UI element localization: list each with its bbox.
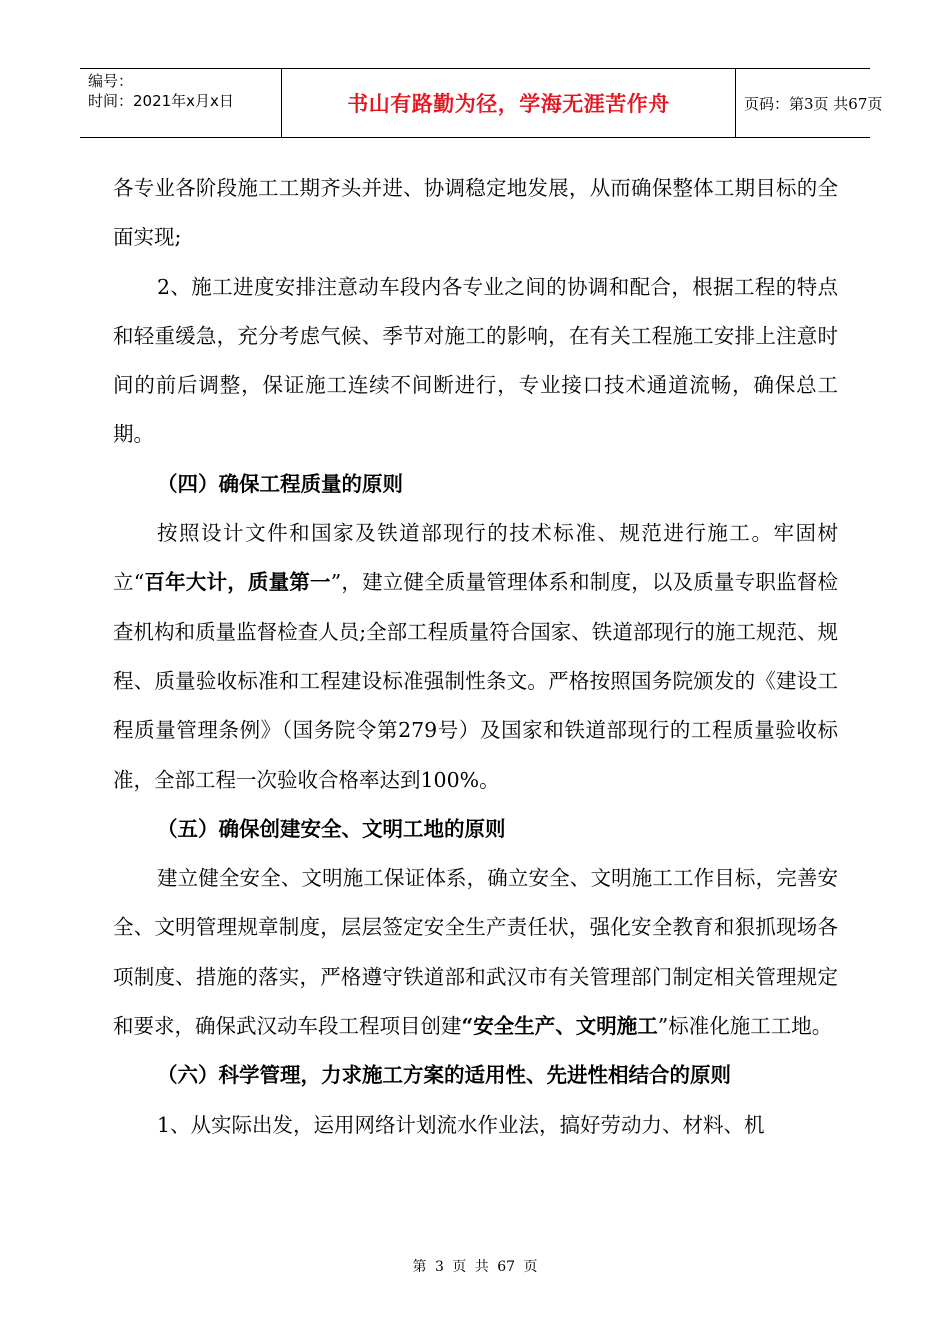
section-heading-safety: （五）确保创建安全、文明工地的原则 [157,816,506,841]
quote-open: “ [133,570,145,595]
quote-close: ” [330,570,342,595]
quote-close: ” [657,1014,669,1039]
paragraph-quality-part-a: 按照设计文件和国家及铁道部现行的技术标准、规范进行施工。牢固树立 [113,521,838,595]
header-page-info: 页码：第3页 共67页 [744,94,883,113]
paragraph-continued: 各专业各阶段施工工期齐头并进、协调稳定地发展，从而确保整体工期目标的全面实现; [113,176,838,250]
paragraph-schedule: 2、施工进度安排注意动车段内各专业之间的协调和配合，根据工程的特点和轻重缓急，充分考虑气候、季节对施工的影响，在有关工程施工安排上注意时间的前后调整，保证施工连续不间断进行，专业接口技术通道流畅，确保总工期。 [113,274,838,447]
page-header [80,68,883,138]
header-motto: 书山有路勤为径，学海无涯苦作舟 [282,69,736,137]
document-time-label: 时间：2021年x月x日 [88,92,234,110]
emphasis-quality-slogan: 百年大计，质量第一 [144,570,331,595]
header-meta [80,69,282,137]
paragraph-management: 1、从实际出发，运用网络计划流水作业法，搞好劳动力、材料、机 [157,1112,765,1137]
paragraph-safety [113,854,838,1051]
paragraph-safety-part-a: 建立健全安全、文明施工保证体系，确立安全、文明施工工作目标，完善安全、文明管理规章制度，层层签定安全生产责任状，强化安全教育和狠抓现场各项制度、措施的落实，严格遵守铁道部和武汉市有关管理部门制定相关管理规定和要求，确保武汉动车段工程项目创建 [113,866,838,1039]
paragraph-quality [113,509,838,805]
page-footer: 第 3 页 共 67 页 [412,1259,538,1275]
document-number-label: 编号： [88,72,134,90]
document-body [113,164,838,1150]
section-heading-quality: （四）确保工程质量的原则 [157,471,403,496]
paragraph-safety-part-b: 标准化施工工地。 [668,1014,833,1039]
emphasis-safety-slogan: 安全生产、文明施工 [473,1014,658,1039]
paragraph-quality-part-b: ，建立健全质量管理体系和制度，以及质量专职监督检查机构和质量监督检查人员;全部工程质量符合国家、铁道部现行的施工规范、规程、质量验收标准和工程建设标准强制性条文。严格按照国务院颁发的《建设工程质量管理条例》（国务院令第279号）及国家和铁道部现行的工程质量验收标准，全部工程一次验收合格率达到100%。 [113,570,839,792]
quote-open-bold: “ [461,1014,474,1039]
section-heading-management: （六）科学管理，力求施工方案的适用性、先进性相结合的原则 [157,1063,731,1088]
